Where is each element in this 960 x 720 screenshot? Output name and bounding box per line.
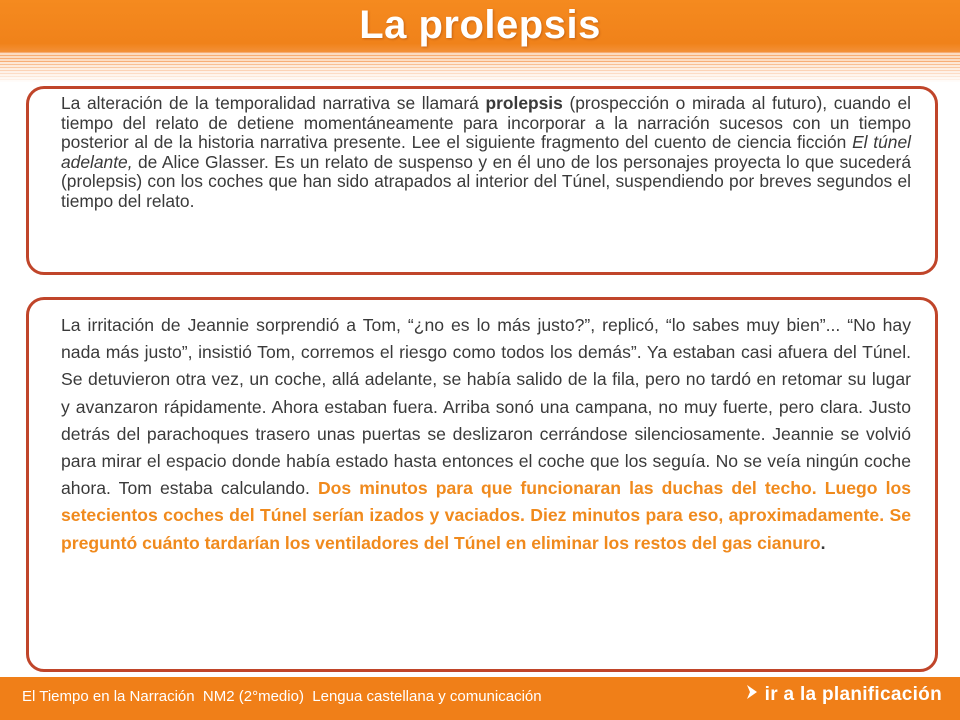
excerpt-prolepsis-highlight: Dos minutos para que funcionaran las duchas del techo. Luego los setecientos coches del Túnel serían izados y vaciados. Diez minutos para eso, aproximadamente. Se preguntó cuánto tardarían los ventiladores del Túnel en eliminar los restos del gas cianuro	[61, 478, 911, 553]
excerpt-end: .	[820, 532, 826, 553]
header-fade	[0, 62, 960, 84]
intro-text-1: La alteración de la temporalidad narrativa se llamará	[61, 93, 486, 113]
footer-bar	[0, 677, 960, 720]
footer-course-label: El Tiempo en la Narración NM2 (2°medio) Lengua castellana y comunicación	[22, 688, 542, 705]
chevron-right-icon	[745, 684, 759, 706]
intro-text-3: de Alice Glasser. Es un relato de suspenso y en él uno de los personajes proyecta lo que sucederá (prolepsis) con los coches que han sido atrapados al interior del Túnel, suspendiendo por breves segundos el tiempo del relato.	[61, 151, 911, 211]
planning-link[interactable]	[745, 684, 942, 706]
intro-paragraph	[61, 94, 911, 212]
intro-box	[26, 86, 938, 275]
planning-link-label: ir a la planificación	[764, 684, 942, 705]
intro-text-2: (prospección o mirada al futuro), cuando el tiempo del relato de detiene momentáneamente para incorporar a la narración sucesos con un tiempo posterior al de la historia narrativa presente. Lee el siguiente fragmento del cuento de ciencia ficción	[61, 93, 911, 153]
intro-story-title: El túnel adelante,	[61, 132, 911, 172]
intro-term: prolepsis	[485, 93, 563, 113]
page-title: La prolepsis	[359, 3, 601, 47]
excerpt-paragraph	[61, 312, 911, 557]
excerpt-box	[26, 297, 938, 672]
excerpt-text: La irritación de Jeannie sorprendió a Tom, “¿no es lo más justo?”, replicó, “lo sabes muy bien”... “No hay nada más justo”, insistió Tom, corremos el riesgo como todos los demás”. Ya estaban casi afuera del Túnel. Se detuvieron otra vez, un coche, allá adelante, se había salido de la fila, pero no tardó en retomar su lugar y avanzaron rápidamente. Ahora estaban fuera. Arriba sonó una campana, no muy fuerte, pero clara. Justo detrás del parachoques trasero unas puertas se deslizaron cerrándose silenciosamente. Jeannie se volvió para mirar el espacio donde había estado hasta entonces el coche que los seguía. No se veía ningún coche ahora. Tom estaba calculando.	[61, 315, 911, 499]
